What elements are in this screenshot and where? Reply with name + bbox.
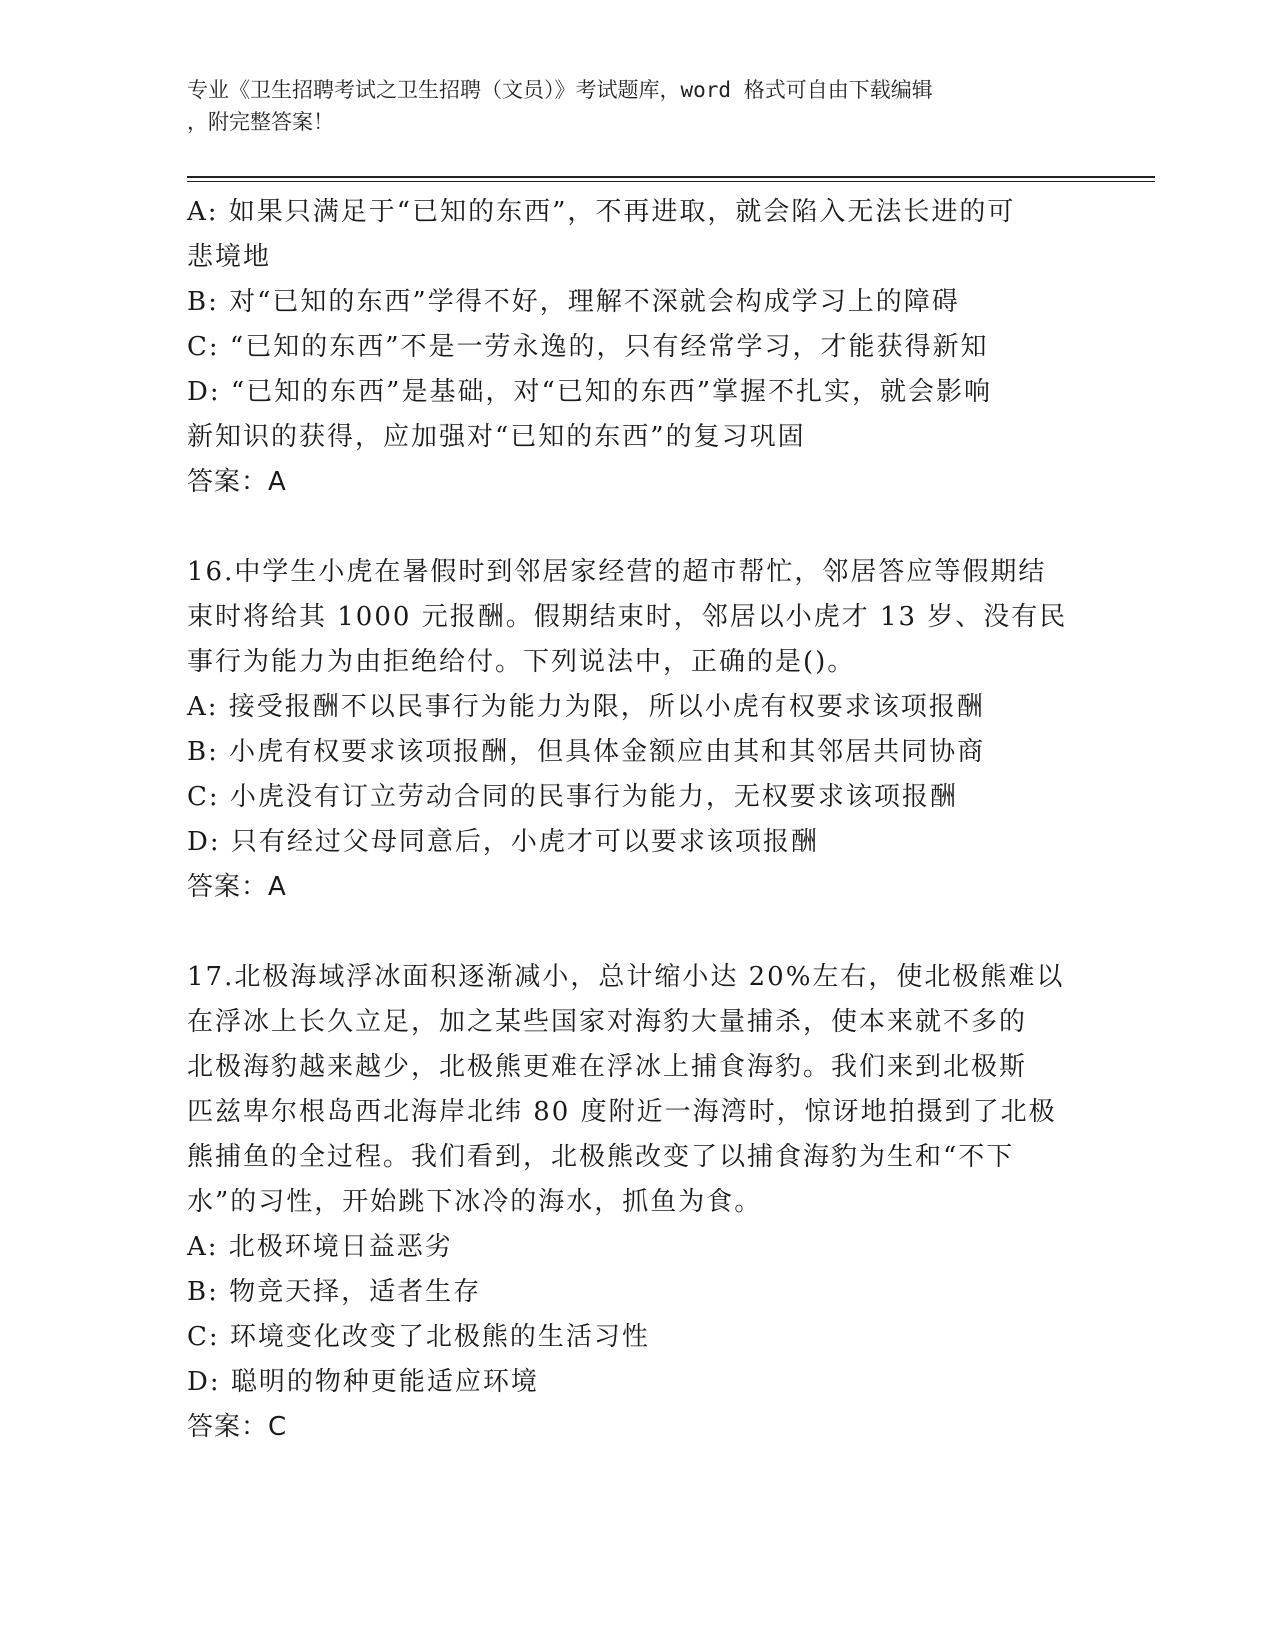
question-17-stem-line-6: 水”的习性，开始跳下冰冷的海水，抓鱼为食。 bbox=[187, 1187, 763, 1217]
option-b bbox=[187, 280, 1067, 325]
option-a: A: 北极环境日益恶劣 bbox=[187, 1232, 453, 1262]
option-c: C: 小虎没有订立劳动合同的民事行为能力，无权要求该项报酬 bbox=[187, 782, 958, 812]
option-d-line-1: D: “已知的东西”是基础，对“已知的东西”掌握不扎实，就会影响 bbox=[187, 377, 993, 407]
question-17-stem-line-5: 熊捕鱼的全过程。我们看到，北极熊改变了以捕食海豹为生和“不下 bbox=[187, 1142, 1015, 1172]
option-b: B: 物竞天择，适者生存 bbox=[187, 1277, 482, 1307]
option-b: B: 小虎有权要求该项报酬，但具体金额应由其和其邻居共同协商 bbox=[187, 737, 986, 767]
header-divider-thick bbox=[187, 176, 1155, 178]
option-d bbox=[187, 370, 1067, 460]
option-a bbox=[187, 190, 1067, 280]
question-17-stem-line-3: 北极海豹越来越少，北极熊更难在浮冰上捕食海豹。我们来到北极斯 bbox=[187, 1052, 1028, 1082]
header-line-2: ，附完整答案！ bbox=[187, 110, 334, 134]
option-c bbox=[187, 325, 1067, 370]
question-17 bbox=[187, 955, 1067, 1450]
option-d: D: 只有经过父母同意后，小虎才可以要求该项报酬 bbox=[187, 827, 819, 857]
question-17-stem-line-1: 17.北极海域浮冰面积逐渐减小，总计缩小达 20%左右，使北极熊难以 bbox=[187, 962, 1065, 992]
option-b-line-1: B: 对“已知的东西”学得不好，理解不深就会构成学习上的障碍 bbox=[187, 287, 960, 317]
option-a-line-2: 悲境地 bbox=[187, 242, 272, 272]
option-d: D: 聪明的物种更能适应环境 bbox=[187, 1367, 539, 1397]
question-16-stem-line-3: 事行为能力为由拒绝给付。下列说法中，正确的是()。 bbox=[187, 647, 856, 677]
question-16-stem-line-1: 16.中学生小虎在暑假时到邻居家经营的超市帮忙，邻居答应等假期结 bbox=[187, 557, 1047, 587]
option-c: C: 环境变化改变了北极熊的生活习性 bbox=[187, 1322, 650, 1352]
answer-16: 答案：A bbox=[187, 872, 287, 902]
option-d-line-2: 新知识的获得，应加强对“已知的东西”的复习巩固 bbox=[187, 422, 806, 452]
header-line-1: 专业《卫生招聘考试之卫生招聘（文员）》考试题库，word 格式可自由下载编辑 bbox=[187, 78, 933, 102]
question-17-stem-line-2: 在浮冰上长久立足，加之某些国家对海豹大量捕杀，使本来就不多的 bbox=[187, 1007, 1028, 1037]
option-c-line-1: C: “已知的东西”不是一劳永逸的，只有经常学习，才能获得新知 bbox=[187, 332, 989, 362]
header-divider-thin bbox=[187, 181, 1155, 182]
answer-17: 答案：C bbox=[187, 1412, 288, 1442]
question-15 bbox=[187, 190, 1067, 505]
question-16 bbox=[187, 550, 1067, 910]
option-a: A: 接受报酬不以民事行为能力为限，所以小虎有权要求该项报酬 bbox=[187, 692, 985, 722]
question-content bbox=[187, 190, 1067, 1450]
question-16-stem-line-2: 束时将给其 1000 元报酬。假期结束时，邻居以小虎才 13 岁、没有民 bbox=[187, 602, 1068, 632]
answer-15: 答案：A bbox=[187, 467, 287, 497]
option-a-line-1: A: 如果只满足于“已知的东西”，不再进取，就会陷入无法长进的可 bbox=[187, 197, 1016, 227]
question-17-stem-line-4: 匹兹卑尔根岛西北海岸北纬 80 度附近一海湾时，惊讶地拍摄到了北极 bbox=[187, 1097, 1057, 1127]
document-header bbox=[187, 74, 1067, 138]
